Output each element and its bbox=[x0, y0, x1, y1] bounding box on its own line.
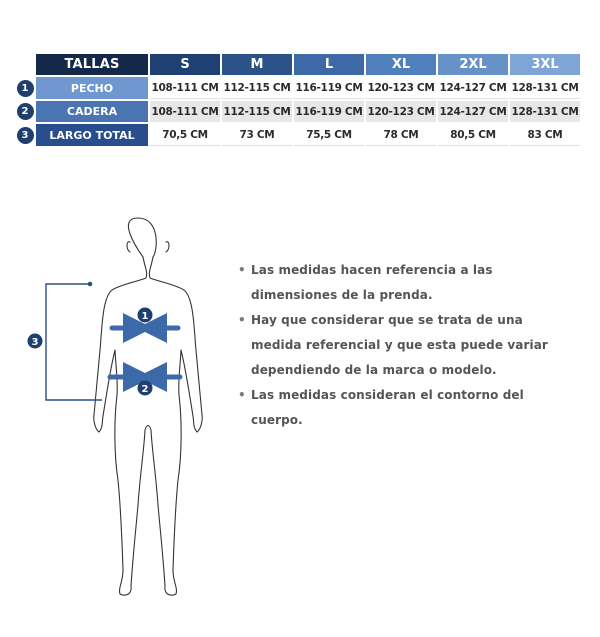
measurement-notes bbox=[238, 258, 568, 433]
size-header-xl: XL bbox=[366, 54, 436, 75]
row-label-largo-total: LARGO TOTAL bbox=[36, 124, 148, 146]
size-header-2xl: 2XL bbox=[438, 54, 508, 75]
table-cell: 108-111 CM bbox=[150, 77, 220, 99]
note-item: • Las medidas hacen referencia a las dimensiones de la prenda. bbox=[238, 258, 568, 308]
table-cell: 120-123 CM bbox=[366, 101, 436, 122]
table-cell: 120-123 CM bbox=[366, 77, 436, 99]
table-cell: 83 CM bbox=[510, 124, 580, 146]
body-outline-icon bbox=[94, 218, 202, 595]
size-header-3xl: 3XL bbox=[510, 54, 580, 75]
table-cell: 75,5 CM bbox=[294, 124, 364, 146]
size-header-l: L bbox=[294, 54, 364, 75]
table-cell: 116-119 CM bbox=[294, 77, 364, 99]
table-cell: 128-131 CM bbox=[510, 101, 580, 122]
row-pecho bbox=[16, 77, 580, 99]
svg-text:1: 1 bbox=[141, 311, 149, 322]
row-label-pecho: PECHO bbox=[36, 77, 148, 99]
row-number-cell bbox=[16, 101, 34, 122]
marker-2-icon bbox=[138, 381, 153, 396]
size-table bbox=[14, 52, 582, 148]
size-header-m: M bbox=[222, 54, 292, 75]
table-cell: 78 CM bbox=[366, 124, 436, 146]
row-number-cell bbox=[16, 124, 34, 146]
table-cell: 112-115 CM bbox=[222, 101, 292, 122]
row-number-badge: 2 bbox=[17, 103, 34, 120]
row-number-cell bbox=[16, 77, 34, 99]
table-cell: 80,5 CM bbox=[438, 124, 508, 146]
size-table-header-row bbox=[16, 54, 580, 75]
row-label-cadera: CADERA bbox=[36, 101, 148, 122]
body-measurement-figure bbox=[20, 210, 230, 610]
largo-total-bracket bbox=[46, 282, 102, 400]
row-largo-total bbox=[16, 124, 580, 146]
row-number-badge: 3 bbox=[17, 127, 34, 144]
table-cell: 116-119 CM bbox=[294, 101, 364, 122]
marker-1-icon bbox=[138, 308, 153, 323]
table-cell: 128-131 CM bbox=[510, 77, 580, 99]
table-cell: 124-127 CM bbox=[438, 77, 508, 99]
tallas-header: TALLAS bbox=[36, 54, 148, 75]
row-cadera bbox=[16, 101, 580, 122]
table-cell: 124-127 CM bbox=[438, 101, 508, 122]
table-cell: 112-115 CM bbox=[222, 77, 292, 99]
table-cell: 108-111 CM bbox=[150, 101, 220, 122]
table-cell: 73 CM bbox=[222, 124, 292, 146]
row-number-badge: 1 bbox=[17, 80, 34, 97]
table-cell: 70,5 CM bbox=[150, 124, 220, 146]
marker-3-icon bbox=[28, 334, 43, 349]
svg-text:2: 2 bbox=[141, 384, 149, 395]
note-item: • Hay que considerar que se trata de una medida referencial y que esta puede variar dependiendo de la marca o modelo. bbox=[238, 308, 568, 383]
note-item: • Las medidas consideran el contorno del cuerpo. bbox=[238, 383, 568, 433]
table-corner bbox=[16, 54, 34, 75]
size-header-s: S bbox=[150, 54, 220, 75]
svg-text:3: 3 bbox=[31, 337, 39, 348]
